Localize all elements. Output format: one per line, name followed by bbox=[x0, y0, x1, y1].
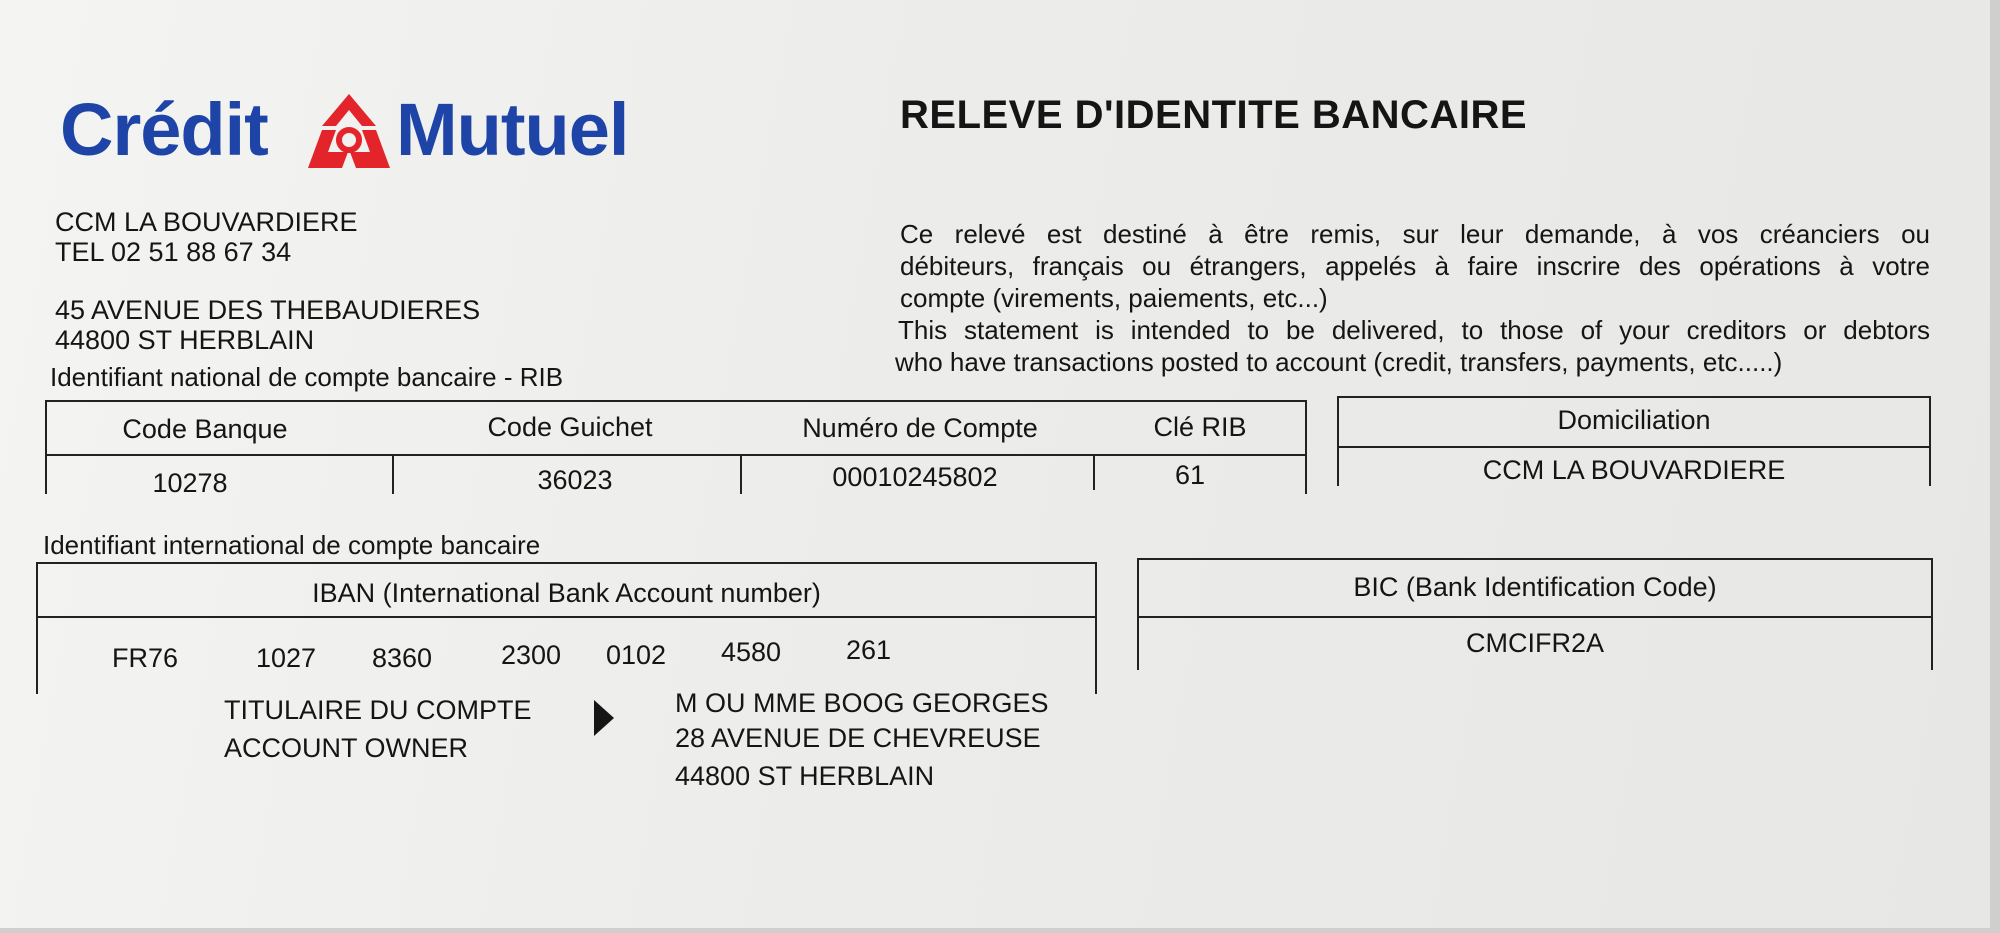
rib-col-separator bbox=[740, 454, 742, 494]
notice-paragraph bbox=[895, 218, 1930, 378]
value-numero-compte: 00010245802 bbox=[832, 462, 998, 492]
arrow-right-icon bbox=[594, 700, 614, 736]
agency-address-line1: 45 AVENUE DES THEBAUDIERES bbox=[55, 295, 481, 325]
header-code-guichet: Code Guichet bbox=[487, 412, 653, 442]
agency-address-line2: 44800 ST HERBLAIN bbox=[55, 325, 315, 355]
iban-section-label: Identifiant international de compte bancaire bbox=[43, 530, 541, 560]
owner-address-line2: 44800 ST HERBLAIN bbox=[675, 761, 935, 791]
iban-group: FR76 bbox=[112, 643, 179, 673]
logo-text-mutuel: Mutuel bbox=[396, 88, 629, 171]
value-code-banque: 10278 bbox=[152, 468, 228, 498]
rib-col-separator bbox=[392, 454, 394, 494]
value-code-guichet: 36023 bbox=[537, 465, 613, 495]
domiciliation-divider bbox=[1339, 446, 1929, 448]
agency-name: CCM LA BOUVARDIERE bbox=[55, 207, 358, 237]
notice-fr-line3: compte (virements, paiements, etc...) bbox=[900, 283, 1328, 313]
domiciliation-value: CCM LA BOUVARDIERE bbox=[1482, 455, 1786, 485]
iban-group: 4580 bbox=[721, 637, 782, 667]
credit-mutuel-mark-icon bbox=[304, 90, 394, 172]
owner-name: M OU MME BOOG GEORGES bbox=[675, 688, 1049, 718]
owner-label-en: ACCOUNT OWNER bbox=[224, 733, 469, 763]
iban-group: 8360 bbox=[372, 643, 433, 673]
logo-text-credit: Crédit bbox=[60, 88, 268, 171]
rib-section-label: Identifiant national de compte bancaire - RIB bbox=[50, 362, 564, 392]
iban-group: 2300 bbox=[501, 640, 562, 670]
notice-en-line2: who have transactions posted to account (credit, transfers, payments, etc.....) bbox=[895, 347, 1783, 377]
iban-group: 0102 bbox=[606, 640, 667, 670]
bic-header: BIC (Bank Identification Code) bbox=[1353, 572, 1717, 602]
notice-en-line1: This statement is intended to be delivered, to those of your creditors or debtors bbox=[898, 315, 1930, 345]
header-code-banque: Code Banque bbox=[122, 414, 288, 444]
header-numero-compte: Numéro de Compte bbox=[802, 413, 1038, 443]
domiciliation-header: Domiciliation bbox=[1557, 405, 1711, 435]
bic-divider bbox=[1139, 616, 1931, 618]
iban-divider bbox=[38, 616, 1095, 618]
iban-group: 261 bbox=[846, 635, 892, 665]
iban-group: 1027 bbox=[256, 643, 317, 673]
document-title: RELEVE D'IDENTITE BANCAIRE bbox=[900, 93, 1528, 137]
notice-fr-line1: Ce relevé est destiné à être remis, sur leur demande, à vos créanciers ou bbox=[900, 219, 1930, 249]
iban-header: IBAN (International Bank Account number) bbox=[312, 578, 821, 608]
header-cle-rib: Clé RIB bbox=[1153, 412, 1247, 442]
rib-table-divider bbox=[47, 454, 1305, 456]
agency-phone: TEL 02 51 88 67 34 bbox=[55, 237, 292, 267]
owner-label-fr: TITULAIRE DU COMPTE bbox=[224, 695, 532, 725]
owner-address-line1: 28 AVENUE DE CHEVREUSE bbox=[675, 723, 1041, 753]
rib-col-separator bbox=[1093, 454, 1095, 490]
value-cle-rib: 61 bbox=[1174, 460, 1206, 490]
bic-value: CMCIFR2A bbox=[1465, 628, 1604, 658]
notice-fr-line2: débiteurs, français ou étrangers, appelés à faire inscrire des opérations à votre bbox=[900, 251, 1930, 281]
